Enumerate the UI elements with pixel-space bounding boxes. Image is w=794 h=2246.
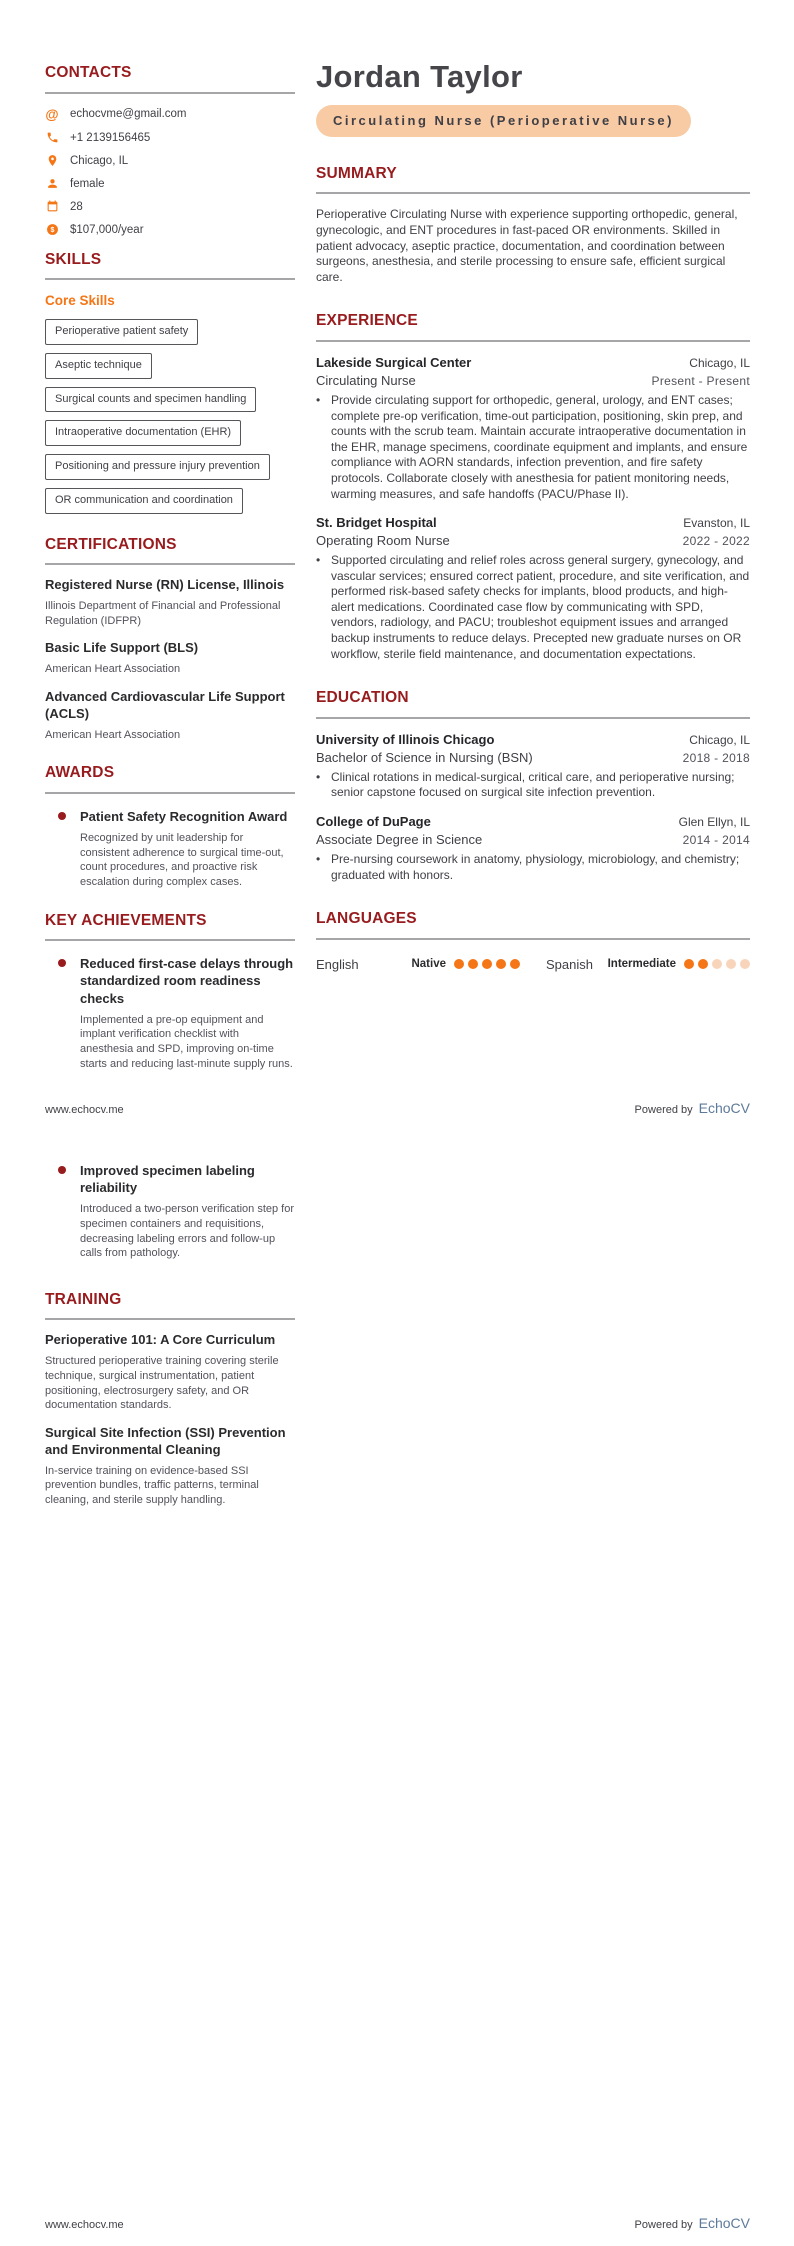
experience-entry	[316, 355, 750, 502]
key-achievements-section	[45, 912, 295, 1072]
achievement-body	[80, 1162, 295, 1261]
education-entry	[316, 814, 750, 883]
contact-item	[45, 200, 295, 214]
bullet-dot	[58, 812, 66, 820]
bullet-point	[316, 852, 750, 883]
awards-section	[45, 764, 295, 889]
contact-value: $107,000/year	[70, 223, 144, 236]
proficiency-dot	[482, 959, 492, 969]
achievement-body	[80, 955, 295, 1071]
company-name: Lakeside Surgical Center	[316, 354, 472, 370]
skill-chip: Aseptic technique	[45, 353, 152, 379]
language-level-group	[411, 958, 520, 970]
date-range: Present - Present	[651, 373, 750, 388]
achievement-item	[45, 1162, 295, 1261]
proficiency-dot	[698, 959, 708, 969]
experience-entry-header	[316, 355, 750, 370]
sidebar-page-1	[45, 64, 295, 1071]
bullet-marker: •	[316, 769, 321, 784]
contact-item	[45, 107, 295, 122]
certification-title: Advanced Cardiovascular Life Support (ACLS)	[45, 688, 285, 721]
bullet-dot	[58, 1166, 66, 1174]
achievement-list-page-1	[45, 955, 295, 1071]
proficiency-dot	[726, 959, 736, 969]
education-list	[316, 732, 750, 883]
job-title-badge: Circulating Nurse (Perioperative Nurse)	[316, 105, 691, 137]
certifications-section	[45, 536, 295, 743]
company-name: St. Bridget Hospital	[316, 515, 437, 531]
experience-entry-subheader	[316, 373, 750, 388]
main-column	[316, 58, 750, 972]
education-entry	[316, 732, 750, 801]
training-heading: TRAINING	[45, 1290, 122, 1308]
skills-section	[45, 251, 295, 514]
experience-section	[316, 312, 750, 662]
location-icon	[45, 154, 59, 168]
bullet-text: Provide circulating support for orthopedic, general, urology, and ENT cases; complete pre-op verification, time-out participation, positioning, skin prep, and counts with the scrub team. Maintain accurate intraoperative documentation in the EHR, manage specimens, coordinate equipment and implants, and ensure compliance with AORN standards, infection prevention, and fire safety protocols. Collaborate closely with anesthesia for patient monitoring needs, warming measures, and safe handoffs (PACU/Phase II).	[331, 392, 748, 501]
language-item	[546, 957, 750, 972]
summary-heading: SUMMARY	[316, 164, 397, 182]
training-item	[45, 1425, 295, 1508]
candidate-name: Jordan Taylor	[316, 59, 523, 94]
degree-name: Associate Degree in Science	[316, 832, 483, 848]
training-description: Structured perioperative training covering sterile technique, surgical instrumentation, patient positioning, electrosurgery safety, and OR documentation standards.	[45, 1355, 279, 1412]
location: Evanston, IL	[683, 516, 750, 531]
proficiency-dot	[454, 959, 464, 969]
job-title: Circulating Nurse	[316, 372, 416, 388]
achievement-title: Improved specimen labeling reliability	[80, 1163, 255, 1196]
bullet-point	[316, 393, 750, 502]
certification-list	[45, 577, 295, 742]
certification-title: Registered Nurse (RN) License, Illinois	[45, 577, 285, 593]
section-divider	[45, 563, 295, 565]
at-icon: @	[45, 106, 59, 122]
bullet-point	[316, 770, 750, 801]
bullet-marker: •	[316, 852, 321, 867]
footer-site-link[interactable]: www.echocv.me	[45, 1104, 124, 1116]
certification-issuer: American Heart Association	[45, 663, 181, 676]
key-achievements-heading: KEY ACHIEVEMENTS	[45, 911, 207, 929]
achievement-description: Implemented a pre-op equipment and implant verification checklist with anesthesia and SPD, improving on-time starts and reducing last-minute supply runs.	[80, 1013, 293, 1070]
contact-item	[45, 177, 295, 191]
skill-chip: Positioning and pressure injury prevention	[45, 454, 270, 480]
language-list	[316, 957, 750, 972]
bullet-text: Clinical rotations in medical-surgical, critical care, and perioperative nursing; senior capstone focused on surgical site infection prevention.	[331, 769, 735, 800]
echocv-brand-link[interactable]: EchoCV	[698, 1100, 750, 1116]
bullet-text: Pre-nursing coursework in anatomy, physiology, microbiology, and chemistry; graduated with honors.	[331, 852, 740, 882]
location: Chicago, IL	[689, 732, 750, 747]
bullet-marker: •	[316, 553, 321, 568]
languages-section	[316, 910, 750, 972]
section-divider	[45, 92, 295, 94]
language-name: Spanish	[546, 956, 593, 972]
location: Glen Ellyn, IL	[678, 815, 750, 830]
experience-heading: EXPERIENCE	[316, 312, 418, 330]
skill-chip: Intraoperative documentation (EHR)	[45, 420, 241, 446]
dollar-icon	[45, 223, 59, 237]
skill-chip-list	[45, 319, 295, 514]
section-divider	[316, 192, 750, 194]
school-name: College of DuPage	[316, 814, 431, 830]
award-body	[80, 808, 295, 890]
contacts-list	[45, 107, 295, 237]
contacts-heading: CONTACTS	[45, 64, 132, 81]
achievement-title: Reduced first-case delays through standardized room readiness checks	[80, 956, 294, 1006]
bullet-point	[316, 553, 750, 662]
training-list	[45, 1332, 295, 1507]
awards-heading: AWARDS	[45, 764, 115, 782]
education-entry-subheader	[316, 832, 750, 847]
contact-item	[45, 223, 295, 237]
powered-by	[635, 1100, 750, 1116]
date-range: 2022 - 2022	[682, 534, 750, 549]
training-title: Surgical Site Infection (SSI) Prevention and Environmental Cleaning	[45, 1424, 286, 1457]
award-description: Recognized by unit leadership for consistent adherence to surgical time-out, count procedures, and proactive risk escalation during complex cases.	[80, 832, 284, 888]
school-name: University of Illinois Chicago	[316, 731, 495, 747]
experience-entry-subheader	[316, 533, 750, 548]
award-item	[45, 808, 295, 890]
training-title: Perioperative 101: A Core Curriculum	[45, 1332, 276, 1348]
bullet-text: Supported circulating and relief roles across general surgery, gynecology, and vascular services; ensured correct patient, procedure, and site verification, and performed risk-based safety checks for implants, blood products, and high-alert medications. Coordinated case flow by communicating with SPD, vendors, radiology, and PACU; troubleshot equipment issues and arranged backup instruments to reduce delays. Precepted new graduate nurses on OR workflow, sterile field maintenance, and documentation expectations.	[331, 553, 750, 661]
skill-chip: OR communication and coordination	[45, 488, 243, 514]
education-section	[316, 689, 750, 883]
certification-issuer: Illinois Department of Financial and Professional Regulation (IDFPR)	[45, 600, 281, 627]
proficiency-dots	[684, 959, 750, 969]
svg-text:$: $	[50, 227, 54, 235]
proficiency-dot	[684, 959, 694, 969]
location: Chicago, IL	[689, 355, 750, 370]
languages-heading: LANGUAGES	[316, 910, 417, 928]
summary-text: Perioperative Circulating Nurse with experience supporting orthopedic, general, gynecologic, and ENT procedures in fast-paced OR environments. Skilled in patient advocacy, aseptic practice, documentation, and coordination between surgeons, anesthesia, and sterile processing to ensure safe, efficient surgical care.	[316, 207, 738, 284]
powered-by	[635, 2215, 750, 2231]
proficiency-dots	[454, 959, 520, 969]
certification-item	[45, 640, 295, 677]
certification-issuer: American Heart Association	[45, 728, 181, 741]
skill-chip: Perioperative patient safety	[45, 319, 198, 345]
contacts-section	[45, 64, 295, 237]
contact-value: female	[70, 177, 105, 190]
section-divider	[45, 939, 295, 941]
education-entry-header	[316, 732, 750, 747]
calendar-icon	[45, 200, 59, 214]
language-level: Native	[411, 958, 446, 971]
certification-item	[45, 577, 295, 628]
page-1-footer	[45, 1100, 750, 1116]
contact-value: Chicago, IL	[70, 154, 129, 167]
language-level: Intermediate	[607, 958, 676, 971]
footer-site-link[interactable]: www.echocv.me	[45, 2219, 124, 2231]
section-divider	[45, 278, 295, 280]
powered-by-label: Powered by	[634, 1104, 693, 1116]
language-item	[316, 957, 520, 972]
experience-list	[316, 355, 750, 662]
training-description: In-service training on evidence-based SSI prevention bundles, traffic patterns, terminal cleaning, and sterile supply handling.	[45, 1464, 259, 1506]
achievement-list-page-2	[45, 1162, 295, 1261]
certifications-heading: CERTIFICATIONS	[45, 535, 177, 553]
section-divider	[316, 717, 750, 719]
date-range: 2014 - 2014	[682, 833, 750, 848]
bullet-marker: •	[316, 392, 321, 407]
contact-value: +1 2139156465	[70, 131, 151, 144]
bullet-dot	[58, 959, 66, 967]
date-range: 2018 - 2018	[682, 750, 750, 765]
powered-by-label: Powered by	[634, 2219, 693, 2231]
echocv-brand-link[interactable]: EchoCV	[698, 2215, 750, 2231]
person-icon	[45, 177, 59, 191]
section-divider	[45, 1318, 295, 1320]
proficiency-dot	[510, 959, 520, 969]
section-divider	[316, 340, 750, 342]
skills-heading: SKILLS	[45, 250, 102, 268]
proficiency-dot	[468, 959, 478, 969]
contact-item	[45, 154, 295, 168]
education-entry-header	[316, 814, 750, 829]
contact-item	[45, 131, 295, 145]
proficiency-dot	[712, 959, 722, 969]
page-2-footer	[45, 2215, 750, 2231]
education-heading: EDUCATION	[316, 689, 409, 707]
contact-value[interactable]: echocvme@gmail.com	[70, 108, 187, 121]
language-name: English	[316, 956, 359, 972]
experience-entry-header	[316, 515, 750, 530]
certification-item	[45, 689, 295, 742]
proficiency-dot	[740, 959, 750, 969]
skill-chip: Surgical counts and specimen handling	[45, 387, 256, 413]
language-level-group	[608, 958, 750, 970]
experience-entry	[316, 515, 750, 662]
section-divider	[316, 938, 750, 940]
training-item	[45, 1332, 295, 1412]
training-section	[45, 1291, 295, 1508]
contact-value: 28	[70, 200, 83, 213]
achievement-item	[45, 955, 295, 1071]
job-title: Operating Room Nurse	[316, 533, 450, 549]
degree-name: Bachelor of Science in Nursing (BSN)	[316, 749, 533, 765]
skills-group-label: Core Skills	[45, 293, 115, 309]
certification-title: Basic Life Support (BLS)	[45, 640, 199, 656]
education-entry-subheader	[316, 750, 750, 765]
summary-section	[316, 165, 750, 286]
award-title: Patient Safety Recognition Award	[80, 808, 288, 824]
award-list	[45, 808, 295, 890]
section-divider	[45, 792, 295, 794]
achievement-description: Introduced a two-person verification step for specimen containers and requisitions, decreasing labeling errors and follow-up calls from pathology.	[80, 1203, 295, 1260]
sidebar-page-2	[45, 1162, 295, 1507]
phone-icon	[45, 131, 59, 145]
proficiency-dot	[496, 959, 506, 969]
